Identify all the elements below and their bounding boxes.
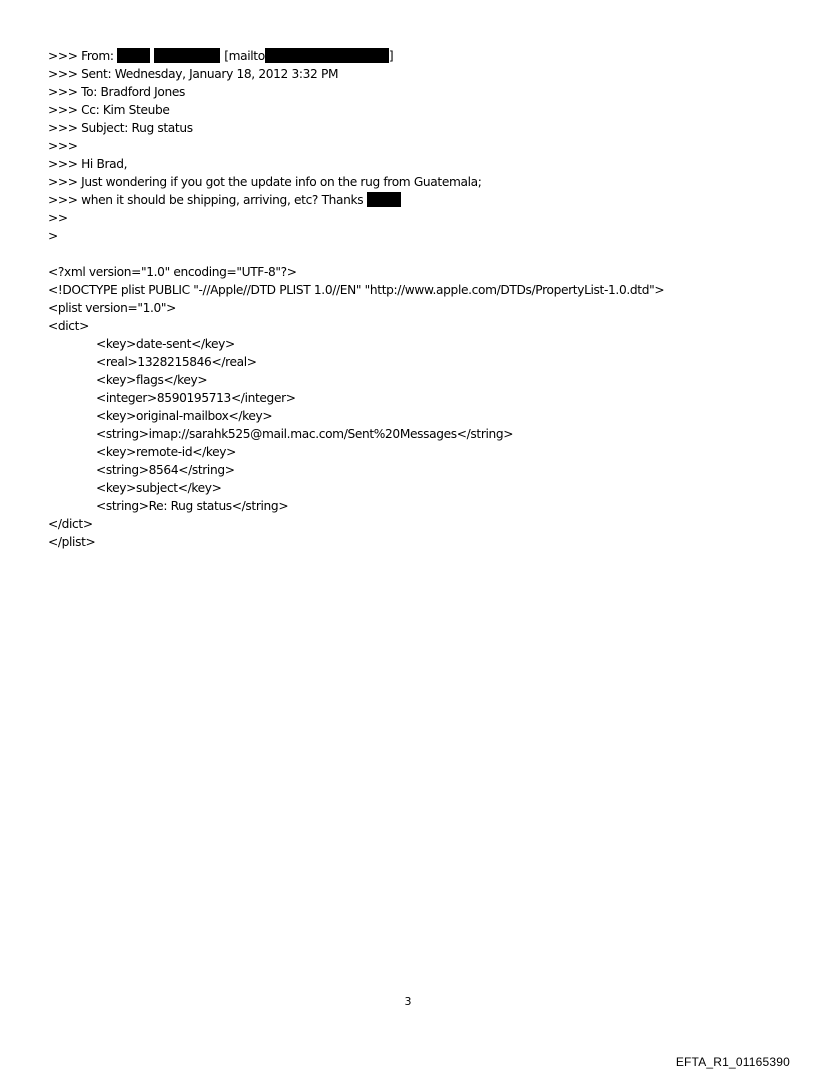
plist-xml-declaration: <?xml version="1.0" encoding="UTF-8"?> — [48, 265, 297, 279]
plist-entry: <key>subject</key> — [96, 481, 222, 495]
redaction-block — [117, 48, 150, 63]
plist-close-tag: </plist> — [48, 535, 96, 549]
plist-open-tag: <plist version="1.0"> — [48, 301, 177, 315]
plist-doctype: <!DOCTYPE plist PUBLIC "-//Apple//DTD PLIST 1.0//EN" "http://www.apple.com/DTDs/PropertyList-1.0.dtd"> — [48, 283, 665, 297]
page-number: 3 — [404, 995, 412, 1008]
email-body-line: >>> Just wondering if you got the update info on the rug from Guatemala; — [48, 175, 482, 189]
blank-line — [48, 245, 788, 263]
plist-dict-close: </dict> — [48, 517, 93, 531]
email-cc-line: >>> Cc: Kim Steube — [48, 103, 170, 117]
email-subject-line: >>> Subject: Rug status — [48, 121, 193, 135]
redaction-block — [154, 48, 220, 63]
plist-entry: <key>remote-id</key> — [96, 445, 236, 459]
plist-entry: <key>flags</key> — [96, 373, 208, 387]
email-greeting: >>> Hi Brad, — [48, 157, 128, 171]
email-body-line: >>> when it should be shipping, arriving, etc? Thanks — [48, 191, 788, 209]
email-quote-marker: > — [48, 229, 58, 243]
email-from-line: >>> From: [mailto ] — [48, 49, 394, 63]
plist-entry: <key>original-mailbox</key> — [96, 409, 273, 423]
plist-dict-open: <dict> — [48, 319, 89, 333]
email-quote-marker: >> — [48, 211, 68, 225]
plist-entry: <string>8564</string> — [96, 463, 235, 477]
email-to-line: >>> To: Bradford Jones — [48, 85, 185, 99]
redaction-block — [367, 192, 401, 207]
document-body — [48, 47, 788, 551]
plist-entry: <real>1328215846</real> — [96, 355, 257, 369]
redaction-block — [265, 48, 389, 63]
bates-number: EFTA_R1_01165390 — [675, 1055, 790, 1069]
plist-entry: <integer>8590195713</integer> — [96, 391, 296, 405]
email-blank-quote: >>> — [48, 139, 78, 153]
plist-entry: <string>Re: Rug status</string> — [96, 499, 289, 513]
plist-entry: <key>date-sent</key> — [96, 337, 235, 351]
plist-entry: <string>imap://sarahk525@mail.mac.com/Sent%20Messages</string> — [96, 427, 514, 441]
email-sent-line: >>> Sent: Wednesday, January 18, 2012 3:32 PM — [48, 67, 339, 81]
